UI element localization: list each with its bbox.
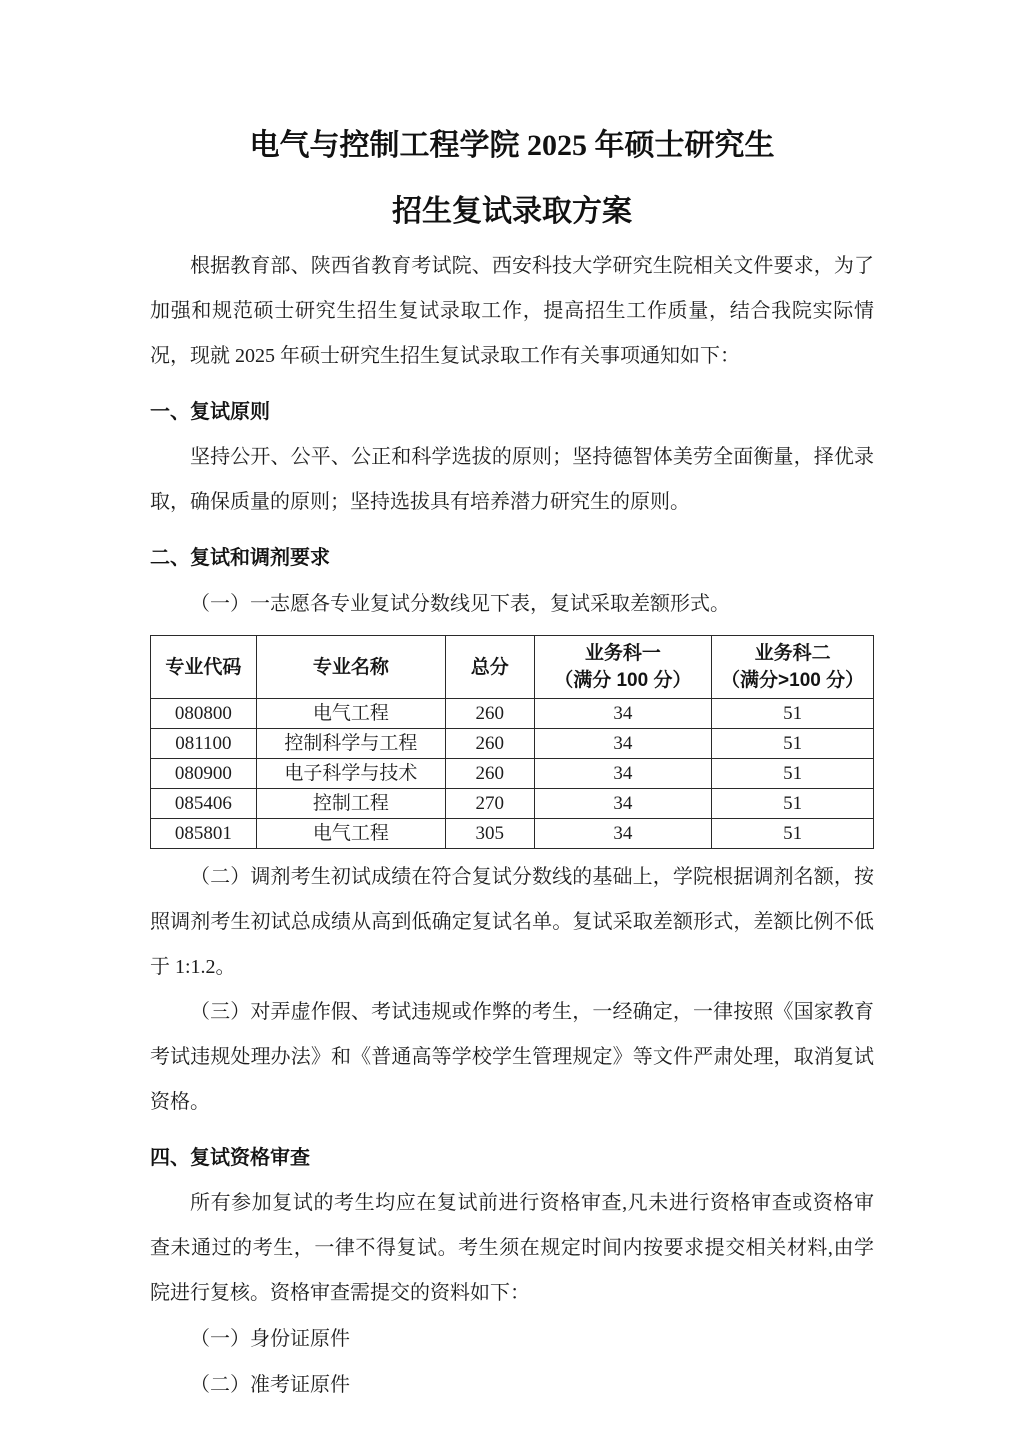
- table-cell: 260: [445, 729, 534, 759]
- section1-body: 坚持公开、公平、公正和科学选拔的原则；坚持德智体美劳全面衡量，择优录取，确保质量的原则；坚持选拔具有培养潜力研究生的原则。: [150, 446, 874, 513]
- header-total-score-label: 总分: [470, 656, 509, 678]
- header-subject-one-sublabel: （满分 100 分）: [554, 670, 692, 691]
- table-cell: 34: [534, 699, 712, 729]
- table-cell: 085801: [151, 819, 257, 849]
- section2-item3: （三）对弄虚作假、考试违规或作弊的考生，一经确定，一律按照《国家教育考试违规处理办法》和《普通高等学校学生管理规定》等文件严肃处理，取消复试资格。: [150, 1001, 874, 1113]
- section2-item2: （二）调剂考生初试成绩在符合复试分数线的基础上，学院根据调剂名额，按照调剂考生初试总成绩从高到低确定复试名单。复试采取差额形式，差额比例不低于 1:1.2。: [150, 866, 874, 978]
- table-cell: 34: [534, 789, 712, 819]
- intro-paragraph: 根据教育部、陕西省教育考试院、西安科技大学研究生院相关文件要求，为了加强和规范硕士研究生招生复试录取工作，提高招生工作质量，结合我院实际情况，现就 2025 年硕士研究生招生复试录取工作有关事项通知如下：: [150, 255, 874, 367]
- table-row: [151, 699, 874, 729]
- table-cell: 260: [445, 759, 534, 789]
- header-major-code: [151, 636, 257, 699]
- table-cell: 电气工程: [256, 819, 445, 849]
- section4-item2: （二）准考证原件: [190, 1374, 350, 1396]
- table-row: [151, 789, 874, 819]
- header-subject-two: [712, 636, 874, 699]
- table-cell: 081100: [151, 729, 257, 759]
- section4-heading: 四、复试资格审查: [150, 1147, 310, 1169]
- table-row: [151, 819, 874, 849]
- score-table: [150, 635, 874, 849]
- table-row: [151, 759, 874, 789]
- document-title-line1: 电气与控制工程学院 2025 年硕士研究生: [249, 129, 775, 162]
- header-subject-two-sublabel: （满分>100 分）: [721, 670, 865, 691]
- header-major-name: [256, 636, 445, 699]
- section1-heading: 一、复试原则: [150, 401, 270, 423]
- section2-heading: 二、复试和调剂要求: [150, 547, 330, 569]
- header-major-name-label: 专业名称: [312, 656, 389, 678]
- table-cell: 控制科学与工程: [256, 729, 445, 759]
- table-cell: 270: [445, 789, 534, 819]
- document-title: [150, 126, 874, 232]
- table-cell: 51: [712, 819, 874, 849]
- score-table-header-row: [151, 636, 874, 699]
- table-cell: 51: [712, 729, 874, 759]
- table-cell: 51: [712, 759, 874, 789]
- table-cell: 控制工程: [256, 789, 445, 819]
- section2-item1: （一）一志愿各专业复试分数线见下表，复试采取差额形式。: [190, 593, 730, 615]
- section4-item1: （一）身份证原件: [190, 1328, 350, 1350]
- document-title-line2: 招生复试录取方案: [392, 195, 632, 228]
- table-cell: 34: [534, 759, 712, 789]
- table-cell: 34: [534, 819, 712, 849]
- table-cell: 305: [445, 819, 534, 849]
- table-cell: 电气工程: [256, 699, 445, 729]
- table-cell: 080900: [151, 759, 257, 789]
- table-cell: 51: [712, 789, 874, 819]
- header-major-code-label: 专业代码: [165, 656, 242, 678]
- section4-body: 所有参加复试的考生均应在复试前进行资格审查,凡未进行资格审查或资格审查未通过的考生，一律不得复试。考生须在规定时间内按要求提交相关材料,由学院进行复核。资格审查需提交的资料如下：: [150, 1192, 874, 1304]
- table-cell: 51: [712, 699, 874, 729]
- table-cell: 085406: [151, 789, 257, 819]
- table-cell: 电子科学与技术: [256, 759, 445, 789]
- table-cell: 080800: [151, 699, 257, 729]
- header-subject-two-label: 业务科二: [754, 643, 831, 664]
- table-cell: 260: [445, 699, 534, 729]
- header-subject-one-label: 业务科一: [584, 643, 661, 664]
- table-cell: 34: [534, 729, 712, 759]
- header-total-score: [445, 636, 534, 699]
- table-row: [151, 729, 874, 759]
- header-subject-one: [534, 636, 712, 699]
